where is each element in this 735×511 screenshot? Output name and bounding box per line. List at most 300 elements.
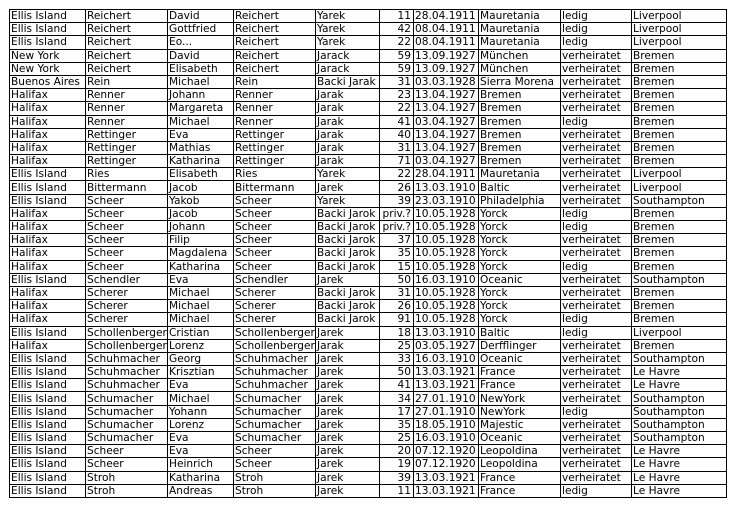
surname-cell: Scheer (86, 194, 168, 207)
surname-cell: Scherer (86, 300, 168, 313)
port-cell: Halifax (10, 260, 86, 273)
age-cell: 31 (380, 286, 414, 299)
surname-cell: Reichert (86, 23, 168, 36)
village-cell: Yarek (316, 168, 380, 181)
port-cell: Halifax (10, 339, 86, 352)
first-name-cell: Eva (168, 273, 234, 286)
ship-cell: Baltic (479, 181, 561, 194)
ship-cell: Bremen (479, 115, 561, 128)
date-cell: 16.03.1910 (414, 432, 479, 445)
departure-port-cell: Southampton (632, 432, 727, 445)
ship-cell: Mauretania (479, 36, 561, 49)
ship-cell: France (479, 471, 561, 484)
departure-port-cell: Liverpool (632, 326, 727, 339)
birth-name-cell: Schuhmacher (234, 366, 316, 379)
first-name-cell: Yakob (168, 194, 234, 207)
village-cell: Jarek (316, 181, 380, 194)
marital-status-cell: verheiratet (561, 432, 632, 445)
date-cell: 13.03.1921 (414, 471, 479, 484)
port-cell: Halifax (10, 234, 86, 247)
date-cell: 10.05.1928 (414, 286, 479, 299)
age-cell: 23 (380, 89, 414, 102)
departure-port-cell: Bremen (632, 207, 727, 220)
birth-name-cell: Rettinger (234, 155, 316, 168)
age-cell: 25 (380, 432, 414, 445)
age-cell: 35 (380, 418, 414, 431)
first-name-cell: Filip (168, 234, 234, 247)
date-cell: 03.04.1927 (414, 155, 479, 168)
table-row (10, 155, 727, 168)
port-cell: Ellis Island (10, 405, 86, 418)
ship-cell: Oceanic (479, 352, 561, 365)
departure-port-cell: Le Havre (632, 471, 727, 484)
village-cell: Backi Jarak (316, 75, 380, 88)
village-cell: Jarek (316, 352, 380, 365)
first-name-cell: Lorenz (168, 339, 234, 352)
table-row (10, 194, 727, 207)
village-cell: Backi Jarok (316, 300, 380, 313)
first-name-cell: Elisabeth (168, 62, 234, 75)
village-cell: Jarak (316, 141, 380, 154)
departure-port-cell: Southampton (632, 405, 727, 418)
marital-status-cell: verheiratet (561, 300, 632, 313)
village-cell: Yarek (316, 10, 380, 23)
village-cell: Jarack (316, 62, 380, 75)
surname-cell: Schumacher (86, 392, 168, 405)
age-cell: 33 (380, 352, 414, 365)
marital-status-cell: ledig (561, 23, 632, 36)
departure-port-cell: Bremen (632, 155, 727, 168)
surname-cell: Scheer (86, 445, 168, 458)
first-name-cell: Cristian (168, 326, 234, 339)
first-name-cell: Yohann (168, 405, 234, 418)
first-name-cell: Eva (168, 128, 234, 141)
date-cell: 13.09.1927 (414, 49, 479, 62)
port-cell: Halifax (10, 221, 86, 234)
marital-status-cell: verheiratet (561, 62, 632, 75)
age-cell: 25 (380, 339, 414, 352)
date-cell: 13.04.1927 (414, 102, 479, 115)
birth-name-cell: Scherer (234, 300, 316, 313)
surname-cell: Scheer (86, 260, 168, 273)
departure-port-cell: Le Havre (632, 366, 727, 379)
surname-cell: Schumacher (86, 405, 168, 418)
first-name-cell: Michael (168, 286, 234, 299)
port-cell: Ellis Island (10, 10, 86, 23)
birth-name-cell: Scheer (234, 458, 316, 471)
age-cell: 26 (380, 300, 414, 313)
village-cell: Jarek (316, 418, 380, 431)
port-cell: Halifax (10, 141, 86, 154)
ship-cell: München (479, 62, 561, 75)
surname-cell: Scherer (86, 286, 168, 299)
birth-name-cell: Stroh (234, 471, 316, 484)
ship-cell: Mauretania (479, 168, 561, 181)
village-cell: Jarek (316, 458, 380, 471)
port-cell: Ellis Island (10, 36, 86, 49)
surname-cell: Rettinger (86, 141, 168, 154)
village-cell: Jarak (316, 89, 380, 102)
age-cell: 41 (380, 379, 414, 392)
date-cell: 13.04.1927 (414, 128, 479, 141)
marital-status-cell: verheiratet (561, 379, 632, 392)
village-cell: Backi Jarok (316, 247, 380, 260)
birth-name-cell: Bittermann (234, 181, 316, 194)
departure-port-cell: Bremen (632, 49, 727, 62)
marital-status-cell: verheiratet (561, 128, 632, 141)
table-row (10, 260, 727, 273)
surname-cell: Rettinger (86, 128, 168, 141)
surname-cell: Schendler (86, 273, 168, 286)
table-row (10, 75, 727, 88)
table-row (10, 89, 727, 102)
date-cell: 10.05.1928 (414, 260, 479, 273)
table-row (10, 10, 727, 23)
table-row (10, 23, 727, 36)
marital-status-cell: verheiratet (561, 89, 632, 102)
marital-status-cell: verheiratet (561, 471, 632, 484)
departure-port-cell: Bremen (632, 62, 727, 75)
date-cell: 27.01.1910 (414, 405, 479, 418)
table-row (10, 62, 727, 75)
table-row (10, 352, 727, 365)
table-row (10, 445, 727, 458)
surname-cell: Scheer (86, 247, 168, 260)
surname-cell: Reichert (86, 62, 168, 75)
marital-status-cell: verheiratet (561, 194, 632, 207)
age-cell: 39 (380, 194, 414, 207)
age-cell: 35 (380, 247, 414, 260)
first-name-cell: Michael (168, 392, 234, 405)
first-name-cell: Margareta (168, 102, 234, 115)
surname-cell: Scheer (86, 458, 168, 471)
departure-port-cell: Liverpool (632, 181, 727, 194)
surname-cell: Reichert (86, 36, 168, 49)
port-cell: Ellis Island (10, 194, 86, 207)
village-cell: Jarak (316, 128, 380, 141)
marital-status-cell: ledig (561, 405, 632, 418)
age-cell: 34 (380, 392, 414, 405)
village-cell: Yarek (316, 23, 380, 36)
departure-port-cell: Bremen (632, 115, 727, 128)
marital-status-cell: ledig (561, 484, 632, 497)
birth-name-cell: Reichert (234, 62, 316, 75)
date-cell: 08.04.1911 (414, 23, 479, 36)
village-cell: Jarek (316, 484, 380, 497)
birth-name-cell: Schuhmacher (234, 352, 316, 365)
ship-cell: France (479, 379, 561, 392)
port-cell: Ellis Island (10, 181, 86, 194)
table-row (10, 432, 727, 445)
first-name-cell: Eva (168, 379, 234, 392)
marital-status-cell: verheiratet (561, 102, 632, 115)
port-cell: Ellis Island (10, 379, 86, 392)
marital-status-cell: verheiratet (561, 75, 632, 88)
date-cell: 10.05.1928 (414, 300, 479, 313)
first-name-cell: Georg (168, 352, 234, 365)
surname-cell: Renner (86, 89, 168, 102)
marital-status-cell: verheiratet (561, 234, 632, 247)
departure-port-cell: Bremen (632, 128, 727, 141)
first-name-cell: Katharina (168, 155, 234, 168)
surname-cell: Stroh (86, 484, 168, 497)
port-cell: Halifax (10, 115, 86, 128)
table-row (10, 471, 727, 484)
ship-cell: Bremen (479, 128, 561, 141)
table-row (10, 313, 727, 326)
date-cell: 13.09.1927 (414, 62, 479, 75)
ship-cell: Yorck (479, 260, 561, 273)
surname-cell: Rettinger (86, 155, 168, 168)
port-cell: Ellis Island (10, 392, 86, 405)
surname-cell: Scheer (86, 207, 168, 220)
marital-status-cell: ledig (561, 207, 632, 220)
ship-cell: Mauretania (479, 23, 561, 36)
table-row (10, 339, 727, 352)
age-cell: 50 (380, 273, 414, 286)
ship-cell: München (479, 49, 561, 62)
birth-name-cell: Scherer (234, 313, 316, 326)
birth-name-cell: Scheer (234, 194, 316, 207)
table-row (10, 366, 727, 379)
departure-port-cell: Bremen (632, 75, 727, 88)
age-cell: 11 (380, 484, 414, 497)
village-cell: Jarek (316, 471, 380, 484)
first-name-cell: Gottfried (168, 23, 234, 36)
birth-name-cell: Schumacher (234, 392, 316, 405)
table-row (10, 234, 727, 247)
date-cell: 13.03.1921 (414, 379, 479, 392)
surname-cell: Schuhmacher (86, 379, 168, 392)
ship-cell: Bremen (479, 141, 561, 154)
port-cell: Halifax (10, 89, 86, 102)
marital-status-cell: verheiratet (561, 339, 632, 352)
table-row (10, 221, 727, 234)
surname-cell: Schuhmacher (86, 366, 168, 379)
date-cell: 13.03.1910 (414, 181, 479, 194)
first-name-cell: Krisztian (168, 366, 234, 379)
village-cell: Jarak (316, 115, 380, 128)
birth-name-cell: Scheer (234, 445, 316, 458)
age-cell: 37 (380, 234, 414, 247)
birth-name-cell: Scheer (234, 207, 316, 220)
birth-name-cell: Schumacher (234, 432, 316, 445)
table-row (10, 181, 727, 194)
marital-status-cell: verheiratet (561, 352, 632, 365)
surname-cell: Renner (86, 115, 168, 128)
village-cell: Backi Jarok (316, 286, 380, 299)
age-cell: 59 (380, 49, 414, 62)
first-name-cell: Michael (168, 75, 234, 88)
age-cell: 20 (380, 445, 414, 458)
departure-port-cell: Southampton (632, 273, 727, 286)
departure-port-cell: Bremen (632, 300, 727, 313)
marital-status-cell: verheiratet (561, 181, 632, 194)
first-name-cell: Heinrich (168, 458, 234, 471)
village-cell: Jarek (316, 445, 380, 458)
age-cell: 11 (380, 10, 414, 23)
village-cell: Yarek (316, 36, 380, 49)
marital-status-cell: ledig (561, 313, 632, 326)
departure-port-cell: Southampton (632, 418, 727, 431)
village-cell: Jarek (316, 392, 380, 405)
ship-cell: France (479, 484, 561, 497)
age-cell: 91 (380, 313, 414, 326)
village-cell: Jarek (316, 405, 380, 418)
birth-name-cell: Scheer (234, 260, 316, 273)
departure-port-cell: Bremen (632, 89, 727, 102)
age-cell: 26 (380, 181, 414, 194)
date-cell: 23.03.1910 (414, 194, 479, 207)
table-row (10, 484, 727, 497)
age-cell: 15 (380, 260, 414, 273)
birth-name-cell: Renner (234, 115, 316, 128)
date-cell: 10.05.1928 (414, 207, 479, 220)
marital-status-cell: ledig (561, 221, 632, 234)
first-name-cell: David (168, 10, 234, 23)
port-cell: Ellis Island (10, 352, 86, 365)
departure-port-cell: Bremen (632, 260, 727, 273)
ship-cell: Oceanic (479, 273, 561, 286)
departure-port-cell: Southampton (632, 392, 727, 405)
ship-cell: Mauretania (479, 10, 561, 23)
birth-name-cell: Schuhmacher (234, 379, 316, 392)
port-cell: Ellis Island (10, 273, 86, 286)
village-cell: Backi Jarok (316, 313, 380, 326)
date-cell: 08.04.1911 (414, 36, 479, 49)
departure-port-cell: Liverpool (632, 10, 727, 23)
village-cell: Jarak (316, 102, 380, 115)
table-row (10, 141, 727, 154)
departure-port-cell: Bremen (632, 247, 727, 260)
birth-name-cell: Stroh (234, 484, 316, 497)
birth-name-cell: Scheer (234, 234, 316, 247)
surname-cell: Scherer (86, 313, 168, 326)
departure-port-cell: Le Havre (632, 445, 727, 458)
marital-status-cell: verheiratet (561, 286, 632, 299)
ship-cell: Baltic (479, 326, 561, 339)
birth-name-cell: Reichert (234, 36, 316, 49)
marital-status-cell: verheiratet (561, 155, 632, 168)
birth-name-cell: Schollenberger (235, 339, 315, 352)
age-cell: 39 (380, 471, 414, 484)
port-cell: Ellis Island (10, 458, 86, 471)
age-cell: priv.? (380, 221, 414, 234)
departure-port-cell: Liverpool (632, 36, 727, 49)
departure-port-cell: Southampton (632, 194, 727, 207)
marital-status-cell: verheiratet (561, 445, 632, 458)
port-cell: Halifax (10, 300, 86, 313)
age-cell: 22 (380, 102, 414, 115)
marital-status-cell: ledig (561, 10, 632, 23)
first-name-cell: Jacob (168, 207, 234, 220)
port-cell: Halifax (10, 207, 86, 220)
surname-cell: Stroh (86, 471, 168, 484)
first-name-cell: Andreas (168, 484, 234, 497)
ship-cell: NewYork (479, 405, 561, 418)
ship-cell: Oceanic (479, 432, 561, 445)
date-cell: 13.03.1921 (414, 366, 479, 379)
age-cell: 17 (380, 405, 414, 418)
date-cell: 03.05.1927 (414, 339, 479, 352)
first-name-cell: Eo... (168, 36, 234, 49)
ship-cell: Sierra Morena (479, 75, 561, 88)
date-cell: 13.04.1927 (414, 89, 479, 102)
age-cell: 50 (380, 366, 414, 379)
age-cell: 71 (380, 155, 414, 168)
village-cell: Jarek (316, 326, 380, 339)
table-row (10, 168, 727, 181)
date-cell: 16.03.1910 (414, 273, 479, 286)
birth-name-cell: Scheer (234, 247, 316, 260)
marital-status-cell: verheiratet (561, 168, 632, 181)
departure-port-cell: Bremen (632, 313, 727, 326)
port-cell: Ellis Island (10, 326, 86, 339)
marital-status-cell: verheiratet (561, 366, 632, 379)
ship-cell: Yorck (479, 313, 561, 326)
first-name-cell: Michael (168, 313, 234, 326)
surname-cell: Scheer (86, 221, 168, 234)
marital-status-cell: ledig (561, 115, 632, 128)
date-cell: 28.04.1911 (414, 168, 479, 181)
marital-status-cell: ledig (561, 260, 632, 273)
table-row (10, 405, 727, 418)
first-name-cell: Lorenz (168, 418, 234, 431)
passenger-table (9, 9, 727, 498)
marital-status-cell: ledig (561, 326, 632, 339)
surname-cell: Scheer (86, 234, 168, 247)
birth-name-cell: Renner (234, 89, 316, 102)
table-row (10, 418, 727, 431)
table-row (10, 49, 727, 62)
first-name-cell: Mathias (168, 141, 234, 154)
surname-cell: Rein (86, 75, 168, 88)
table-row (10, 392, 727, 405)
village-cell: Jarek (316, 432, 380, 445)
age-cell: 31 (380, 141, 414, 154)
table-row (10, 379, 727, 392)
port-cell: Ellis Island (10, 418, 86, 431)
departure-port-cell: Le Havre (632, 379, 727, 392)
port-cell: Ellis Island (10, 445, 86, 458)
date-cell: 16.03.1910 (414, 352, 479, 365)
surname-cell: Renner (86, 102, 168, 115)
ship-cell: Yorck (479, 221, 561, 234)
ship-cell: Bremen (479, 155, 561, 168)
table-row (10, 286, 727, 299)
table-row (10, 458, 727, 471)
ship-cell: Derfflinger (479, 339, 561, 352)
first-name-cell: Johann (168, 89, 234, 102)
date-cell: 18.05.1910 (414, 418, 479, 431)
ship-cell: Leopoldina (479, 445, 561, 458)
village-cell: Jarek (316, 366, 380, 379)
surname-cell: Ries (86, 168, 168, 181)
table-row (10, 207, 727, 220)
age-cell: 18 (380, 326, 414, 339)
village-cell: Jarak (316, 339, 380, 352)
village-cell: Yarek (316, 194, 380, 207)
departure-port-cell: Liverpool (632, 168, 727, 181)
marital-status-cell: verheiratet (561, 418, 632, 431)
birth-name-cell: Reichert (234, 49, 316, 62)
departure-port-cell: Le Havre (632, 484, 727, 497)
village-cell: Jarak (316, 155, 380, 168)
marital-status-cell: verheiratet (561, 141, 632, 154)
table-row (10, 326, 727, 339)
port-cell: Buenos Aires (10, 75, 86, 88)
date-cell: 28.04.1911 (414, 10, 479, 23)
